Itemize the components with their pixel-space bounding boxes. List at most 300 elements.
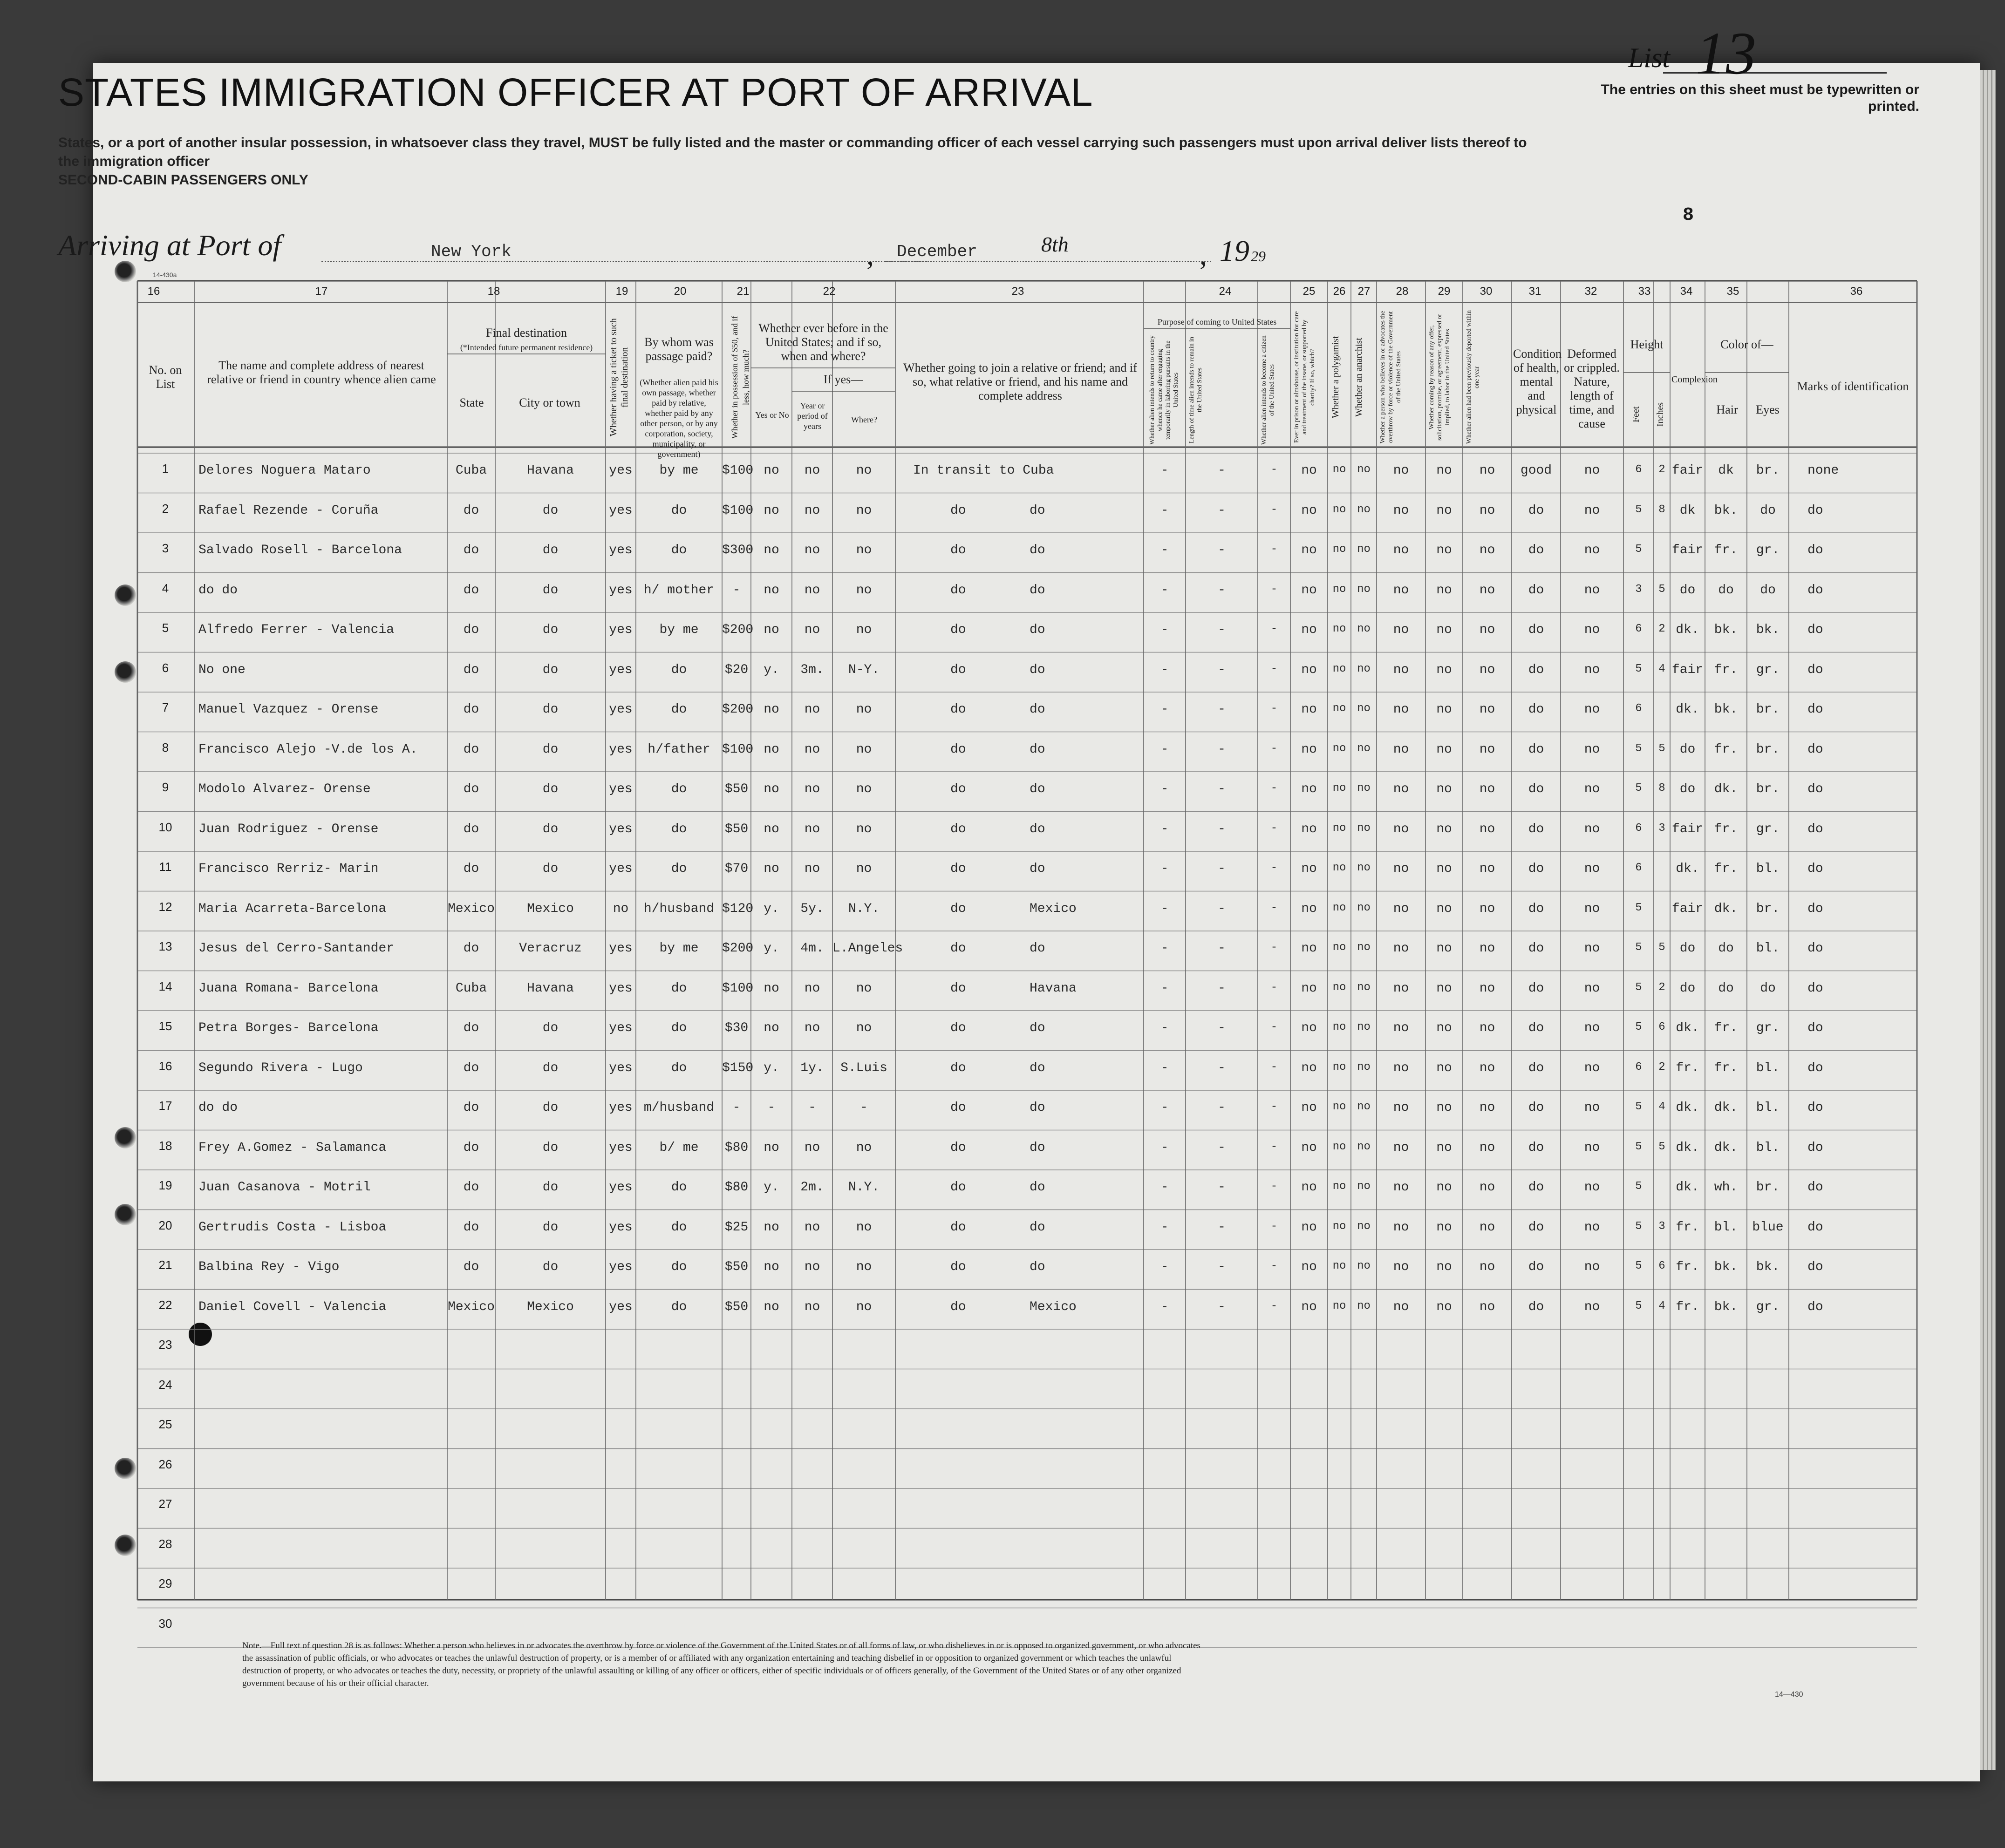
cell-deformed: no	[1584, 702, 1600, 717]
cell-eyes: br.	[1756, 1180, 1780, 1195]
cell-name: Juan Casanova - Motril	[198, 1180, 371, 1195]
cell-c27: no	[1357, 1101, 1371, 1113]
row-number: 3	[162, 541, 169, 555]
header-eyes: Eyes	[1756, 403, 1780, 416]
row-number: 8	[162, 740, 169, 754]
cell-c25: no	[1301, 543, 1317, 557]
cell-city: do	[542, 543, 559, 557]
cell-ticket: yes	[609, 1260, 633, 1274]
cell-c26: no	[1332, 1180, 1346, 1193]
cell-c29: no	[1436, 1180, 1452, 1195]
cell-hair: bk.	[1714, 623, 1738, 637]
header-labor-offer: Whether coming by reason of any offer, solicitation, promise, or agreement, expressed or implied, to labor in the United States	[1428, 313, 1451, 441]
cell-p1: -	[1160, 1140, 1169, 1155]
cell-eyes: gr.	[1756, 1021, 1780, 1035]
cell-yn: no	[764, 1220, 779, 1235]
cell-deformed: no	[1584, 1060, 1600, 1075]
cell-c27: no	[1357, 702, 1371, 715]
cell-p1: -	[1160, 981, 1169, 996]
cell-deformed: no	[1584, 1140, 1600, 1155]
cell-yn: no	[764, 543, 779, 557]
cell-c28: no	[1393, 1101, 1409, 1115]
cell-c27: no	[1357, 742, 1371, 755]
cell-p3: -	[1270, 1299, 1278, 1312]
cell-health: do	[1528, 1060, 1544, 1075]
cell-city: do	[542, 662, 559, 677]
cell-ticket: yes	[609, 981, 633, 996]
cell-name: Segundo Rivera - Lugo	[198, 1060, 363, 1075]
list-label: List	[1628, 42, 1671, 73]
cell-c25: no	[1301, 1260, 1317, 1274]
cell-p1: -	[1160, 1220, 1169, 1235]
cell-join-destination: do	[1030, 862, 1045, 876]
cell-c26: no	[1332, 463, 1346, 476]
cell-c26: no	[1332, 742, 1346, 755]
cell-p2: -	[1218, 981, 1226, 996]
header-purpose-a: Whether alien intends to return to country whence he came after engaging temporarily in laboring pursuits in the United States	[1149, 335, 1180, 445]
cell-yn: no	[764, 1299, 779, 1314]
cell-paid: do	[671, 862, 687, 876]
binder-hole	[115, 584, 136, 606]
cell-in: 2	[1658, 623, 1665, 635]
cell-paid: b/ me	[659, 1140, 699, 1155]
cell-money: $70	[724, 862, 749, 876]
cell-health: do	[1528, 782, 1544, 796]
cell-join: do	[950, 901, 966, 916]
cell-comp: fr.	[1676, 1220, 1699, 1235]
cell-c25: no	[1301, 1021, 1317, 1035]
cell-join-destination: do	[1030, 543, 1045, 557]
cell-city: Veracruz	[519, 941, 582, 956]
column-number: 32	[1584, 285, 1597, 298]
cell-name: Maria Acarreta-Barcelona	[198, 901, 387, 916]
cell-deformed: no	[1584, 941, 1600, 956]
header-deformed: Deformed or crippled. Nature, length of time, and cause	[1564, 347, 1620, 430]
column-number: 21	[737, 285, 750, 298]
cell-c28: no	[1393, 1180, 1409, 1195]
cell-comp: do	[1679, 583, 1696, 598]
cell-state: Mexico	[448, 901, 495, 916]
cell-c30: no	[1479, 1060, 1495, 1075]
cell-ft: 6	[1635, 463, 1642, 476]
cell-yn: -	[767, 1101, 776, 1115]
cell-city: do	[542, 782, 559, 796]
column-number: 33	[1638, 285, 1651, 298]
cell-deformed: no	[1584, 822, 1600, 836]
cell-in: 2	[1658, 463, 1665, 476]
cell-c25: no	[1301, 1140, 1317, 1155]
cell-c30: no	[1479, 981, 1495, 996]
cell-yr: no	[804, 1299, 820, 1314]
cell-marks: do	[1807, 1180, 1823, 1195]
cell-c25: no	[1301, 463, 1317, 478]
comma-separator: ,	[1200, 238, 1207, 271]
cell-deformed: no	[1584, 1180, 1600, 1195]
cell-p2: -	[1218, 862, 1226, 876]
cell-c27: no	[1357, 623, 1371, 635]
cell-money: $50	[724, 822, 749, 836]
cell-p1: -	[1160, 1299, 1169, 1314]
cell-in: 3	[1658, 822, 1665, 835]
cell-p2: -	[1218, 1021, 1226, 1035]
cell-c26: no	[1332, 1060, 1346, 1073]
cell-yr: no	[804, 1021, 820, 1035]
cell-city: do	[542, 862, 559, 876]
cell-c29: no	[1436, 1299, 1452, 1314]
cell-marks: do	[1807, 941, 1823, 956]
cell-marks: do	[1807, 1140, 1823, 1155]
cell-c28: no	[1393, 702, 1409, 717]
cell-hair: do	[1718, 981, 1734, 996]
cell-join-destination: Havana	[1030, 981, 1077, 996]
cell-p1: -	[1160, 782, 1169, 796]
header-inches: Inches	[1655, 402, 1665, 427]
cell-comp: do	[1679, 782, 1696, 796]
cell-health: do	[1528, 1180, 1544, 1195]
cell-c30: no	[1479, 782, 1495, 796]
cell-join: do	[950, 1220, 966, 1235]
day-value: 8th	[1041, 232, 1069, 256]
cell-c25: no	[1301, 1101, 1317, 1115]
row-number: 1	[162, 462, 169, 476]
list-number: 13	[1696, 20, 1756, 87]
cell-p1: -	[1160, 1260, 1169, 1274]
cell-name: do do	[198, 1101, 238, 1115]
cell-name: Alfredo Ferrer - Valencia	[198, 623, 395, 637]
cell-comp: do	[1679, 742, 1696, 757]
cell-where: no	[856, 742, 872, 757]
cell-c30: no	[1479, 702, 1495, 717]
cell-where: -	[860, 1101, 868, 1115]
cell-p1: -	[1160, 463, 1169, 478]
row-number: 22	[158, 1298, 172, 1312]
cell-where: no	[856, 1220, 872, 1235]
cell-join: do	[950, 1060, 966, 1075]
cell-p3: -	[1270, 822, 1278, 835]
cell-c28: no	[1393, 782, 1409, 796]
cell-comp: dk.	[1676, 702, 1699, 717]
cell-p2: -	[1218, 543, 1226, 557]
cell-in: 4	[1658, 1101, 1665, 1113]
cell-c27: no	[1357, 822, 1371, 835]
cell-c29: no	[1436, 662, 1452, 677]
cell-c28: no	[1393, 1260, 1409, 1274]
cell-c29: no	[1436, 1101, 1452, 1115]
cell-p3: -	[1270, 543, 1278, 556]
row-number: 14	[158, 979, 172, 993]
cell-join-destination: do	[1030, 702, 1045, 717]
cell-where: no	[856, 702, 872, 717]
year-suffix: 29	[1251, 248, 1266, 265]
cell-city: do	[542, 1220, 559, 1235]
header-height: Height	[1630, 338, 1664, 351]
cell-p2: -	[1218, 1101, 1226, 1115]
cell-c27: no	[1357, 1060, 1371, 1073]
row-number: 29	[158, 1576, 172, 1590]
cell-p2: -	[1218, 503, 1226, 518]
cell-name: do do	[198, 583, 238, 598]
cell-c27: no	[1357, 1260, 1371, 1272]
cell-city: do	[542, 583, 559, 598]
cell-p1: -	[1160, 901, 1169, 916]
notice-line-2: SECOND-CABIN PASSENGERS ONLY	[58, 172, 308, 188]
header-deported: Whether alien had been previously deported within one year	[1466, 310, 1480, 444]
header-health: Condition of health, mental and physical	[1513, 347, 1562, 416]
cell-in: 5	[1658, 742, 1665, 755]
cell-c29: no	[1436, 1140, 1452, 1155]
cell-p3: -	[1270, 901, 1278, 914]
cell-money: $50	[724, 1299, 749, 1314]
cell-paid: by me	[659, 463, 699, 478]
cell-state: do	[463, 662, 479, 677]
cell-c27: no	[1357, 583, 1371, 596]
cell-deformed: no	[1584, 1101, 1600, 1115]
cell-p3: -	[1270, 941, 1278, 954]
cell-city: do	[542, 1180, 559, 1195]
year-prefix: 19	[1220, 234, 1249, 267]
question-28-footnote: Note.—Full text of question 28 is as follows: Whether a person who believes in or advocates the overthrow by force or violence of the Government of the United States or of all forms of law, or who disbelieves in or is opposed to organized government, or who advocates the assassination of public officials, or who advocates or teaches the unlawful destruction of property, or is a member of or affiliated with any organization entertaining and teaching disbelief in or opposition to organized government or which teaches the unlawful destruction of property, or who advocates or teaches the duty, necessity, or propriety of the unlawful assaulting or killing of any officer or officers, either of specific individuals or of officers generally, of the Government of the United States or of any other organized government because of his or their official character.	[242, 1641, 1200, 1688]
cell-c29: no	[1436, 782, 1452, 796]
cell-where: no	[856, 1140, 872, 1155]
cell-c30: no	[1479, 463, 1495, 478]
cell-hair: dk.	[1714, 1101, 1738, 1115]
cell-deformed: no	[1584, 543, 1600, 557]
cell-c30: no	[1479, 503, 1495, 518]
cell-yr: 1y.	[800, 1060, 824, 1075]
cell-state: do	[463, 1021, 479, 1035]
cell-yr: no	[804, 742, 820, 757]
cell-money: $200	[722, 702, 754, 717]
cell-city: Havana	[527, 463, 574, 478]
header-passage-by-sub: (Whether alien paid his own passage, whether paid by relative, whether paid by any other person, or by any corporation, society, municipality, or government)	[640, 378, 718, 459]
cell-yr: no	[804, 623, 820, 637]
cell-join: do	[950, 1180, 966, 1195]
row-number: 25	[158, 1417, 172, 1431]
cell-c27: no	[1357, 463, 1371, 476]
cell-join-destination: do	[1030, 1140, 1045, 1155]
cell-p1: -	[1160, 742, 1169, 757]
cell-yr: no	[804, 822, 820, 836]
cell-ft: 5	[1635, 543, 1642, 556]
cell-money: $150	[722, 1060, 754, 1075]
cell-state: do	[463, 543, 479, 557]
column-number: 20	[674, 285, 687, 298]
cell-ticket: yes	[609, 583, 633, 598]
cell-p3: -	[1270, 503, 1278, 516]
cell-c25: no	[1301, 981, 1317, 996]
binder-hole	[115, 1204, 136, 1225]
cell-join-destination: do	[1030, 662, 1045, 677]
cell-c30: no	[1479, 1260, 1495, 1274]
cell-name: Juana Romana- Barcelona	[198, 981, 379, 996]
cell-join: do	[950, 782, 966, 796]
cell-deformed: no	[1584, 1299, 1600, 1314]
cell-health: do	[1528, 1220, 1544, 1235]
cell-comp: fr.	[1676, 1060, 1699, 1075]
cell-where: S.Luis	[840, 1060, 887, 1075]
cell-health: do	[1528, 1260, 1544, 1274]
cell-p2: -	[1218, 782, 1226, 796]
cell-c28: no	[1393, 623, 1409, 637]
cell-yn: no	[764, 623, 779, 637]
cell-yr: 3m.	[800, 662, 824, 677]
cell-p3: -	[1270, 862, 1278, 874]
cell-ft: 6	[1635, 702, 1642, 715]
cell-in: 5	[1658, 941, 1665, 954]
cell-c30: no	[1479, 941, 1495, 956]
cell-eyes: bl.	[1756, 862, 1780, 876]
cell-hair: fr.	[1714, 742, 1738, 757]
cell-money: $20	[724, 662, 749, 677]
cell-p1: -	[1160, 662, 1169, 677]
row-number: 19	[158, 1178, 172, 1192]
cell-c25: no	[1301, 742, 1317, 757]
cell-p1: -	[1160, 1021, 1169, 1035]
cell-c29: no	[1436, 463, 1452, 478]
cell-in: 2	[1658, 981, 1665, 994]
column-number: 24	[1219, 285, 1232, 298]
cell-comp: fair	[1671, 662, 1704, 677]
cell-p2: -	[1218, 1299, 1226, 1314]
cell-p1: -	[1160, 543, 1169, 557]
row-number: 9	[162, 780, 169, 794]
cell-marks: none	[1807, 463, 1839, 478]
cell-in: 8	[1658, 503, 1665, 516]
cell-c29: no	[1436, 742, 1452, 757]
cell-eyes: gr.	[1756, 1299, 1780, 1314]
cell-c29: no	[1436, 1060, 1452, 1075]
header-q28: Whether a person who believes in or advocates the overthrow by force or violence of the Government of the United States	[1379, 311, 1402, 444]
cell-p2: -	[1218, 583, 1226, 598]
cell-paid: h/father	[648, 742, 710, 757]
cell-eyes: br.	[1756, 742, 1780, 757]
cell-name: Rafael Rezende - Coruña	[198, 503, 379, 518]
cell-health: do	[1528, 1101, 1544, 1115]
cell-c26: no	[1332, 503, 1346, 516]
cell-c28: no	[1393, 1140, 1409, 1155]
cell-ft: 6	[1635, 822, 1642, 835]
cell-c29: no	[1436, 901, 1452, 916]
cell-name: Francisco Alejo -V.de los A.	[198, 742, 418, 757]
cell-c30: no	[1479, 1220, 1495, 1235]
cell-yr: 2m.	[800, 1180, 824, 1195]
cell-yn: y.	[764, 941, 779, 956]
cell-where: no	[856, 1299, 872, 1314]
column-number: 18	[487, 285, 500, 298]
cell-c28: no	[1393, 862, 1409, 876]
cell-ticket: yes	[609, 1021, 633, 1035]
column-number: 27	[1357, 285, 1371, 298]
cell-join: do	[950, 941, 966, 956]
cell-c27: no	[1357, 662, 1371, 675]
cell-city: Mexico	[527, 901, 574, 916]
cell-city: do	[542, 742, 559, 757]
cell-state: do	[463, 623, 479, 637]
cell-yr: 4m.	[800, 941, 824, 956]
cell-ticket: yes	[609, 782, 633, 796]
cell-ticket: yes	[609, 1101, 633, 1115]
row-number: 5	[162, 621, 169, 635]
cell-money: $30	[724, 1021, 749, 1035]
cell-ticket: yes	[609, 503, 633, 518]
header-polygamist: Whether a polygamist	[1330, 336, 1341, 419]
cell-ft: 3	[1635, 583, 1642, 596]
cell-join-destination: do	[1030, 1260, 1045, 1274]
cell-ticket: yes	[609, 623, 633, 637]
cell-state: do	[463, 1140, 479, 1155]
cell-state: do	[463, 862, 479, 876]
cell-yn: y.	[764, 662, 779, 677]
cell-eyes: gr.	[1756, 662, 1780, 677]
cell-paid: do	[671, 822, 687, 836]
cell-ticket: no	[613, 901, 629, 916]
header-city: City or town	[519, 396, 580, 409]
row-number: 26	[158, 1457, 172, 1471]
cell-health: do	[1528, 742, 1544, 757]
cell-city: do	[542, 1021, 559, 1035]
cell-c26: no	[1332, 1299, 1346, 1312]
header-anarchist: Whether an anarchist	[1354, 338, 1364, 417]
cell-yr: -	[808, 1101, 816, 1115]
cell-ticket: yes	[609, 1220, 633, 1235]
header-yes-no: Yes or No	[755, 410, 789, 420]
cell-yr: no	[804, 463, 820, 478]
cell-name: Manuel Vazquez - Orense	[198, 702, 379, 717]
cell-ft: 5	[1635, 782, 1642, 795]
header-complexion: Complexion	[1671, 374, 1718, 385]
cell-join: do	[950, 1260, 966, 1274]
cell-hair: fr.	[1714, 862, 1738, 876]
cell-health: do	[1528, 862, 1544, 876]
cell-ticket: yes	[609, 742, 633, 757]
header-final-destination-sub: (*Intended future permanent residence)	[460, 343, 593, 352]
cell-money: $25	[724, 1220, 749, 1235]
cell-yn: no	[764, 702, 779, 717]
cell-money: $100	[722, 742, 754, 757]
binder-hole	[115, 661, 136, 683]
cell-yr: no	[804, 503, 820, 518]
cell-c30: no	[1479, 1180, 1495, 1195]
cell-c27: no	[1357, 941, 1371, 954]
header-ticket: Whether having a ticket to such final destination	[608, 318, 630, 436]
cell-p3: -	[1270, 702, 1278, 715]
cell-in: 4	[1658, 1299, 1665, 1312]
cell-marks: do	[1807, 1060, 1823, 1075]
cell-hair: bk.	[1714, 1299, 1738, 1314]
cell-yr: no	[804, 702, 820, 717]
cell-marks: do	[1807, 1101, 1823, 1115]
cell-state: do	[463, 782, 479, 796]
cell-eyes: gr.	[1756, 543, 1780, 557]
cell-money: $50	[724, 782, 749, 796]
cell-c28: no	[1393, 822, 1409, 836]
cell-name: Jesus del Cerro-Santander	[198, 941, 395, 956]
cell-p2: -	[1218, 463, 1226, 478]
cell-join: do	[950, 623, 966, 637]
cell-health: do	[1528, 981, 1544, 996]
cell-city: do	[542, 822, 559, 836]
cell-p3: -	[1270, 463, 1278, 476]
cell-paid: do	[671, 662, 687, 677]
cell-money: $50	[724, 1260, 749, 1274]
cell-p1: -	[1160, 941, 1169, 956]
column-number: 35	[1726, 285, 1739, 298]
cell-c25: no	[1301, 662, 1317, 677]
cell-name: Delores Noguera Mataro	[198, 463, 371, 478]
cell-ft: 5	[1635, 1101, 1642, 1113]
row-number: 15	[158, 1019, 172, 1033]
cell-c27: no	[1357, 1140, 1371, 1153]
